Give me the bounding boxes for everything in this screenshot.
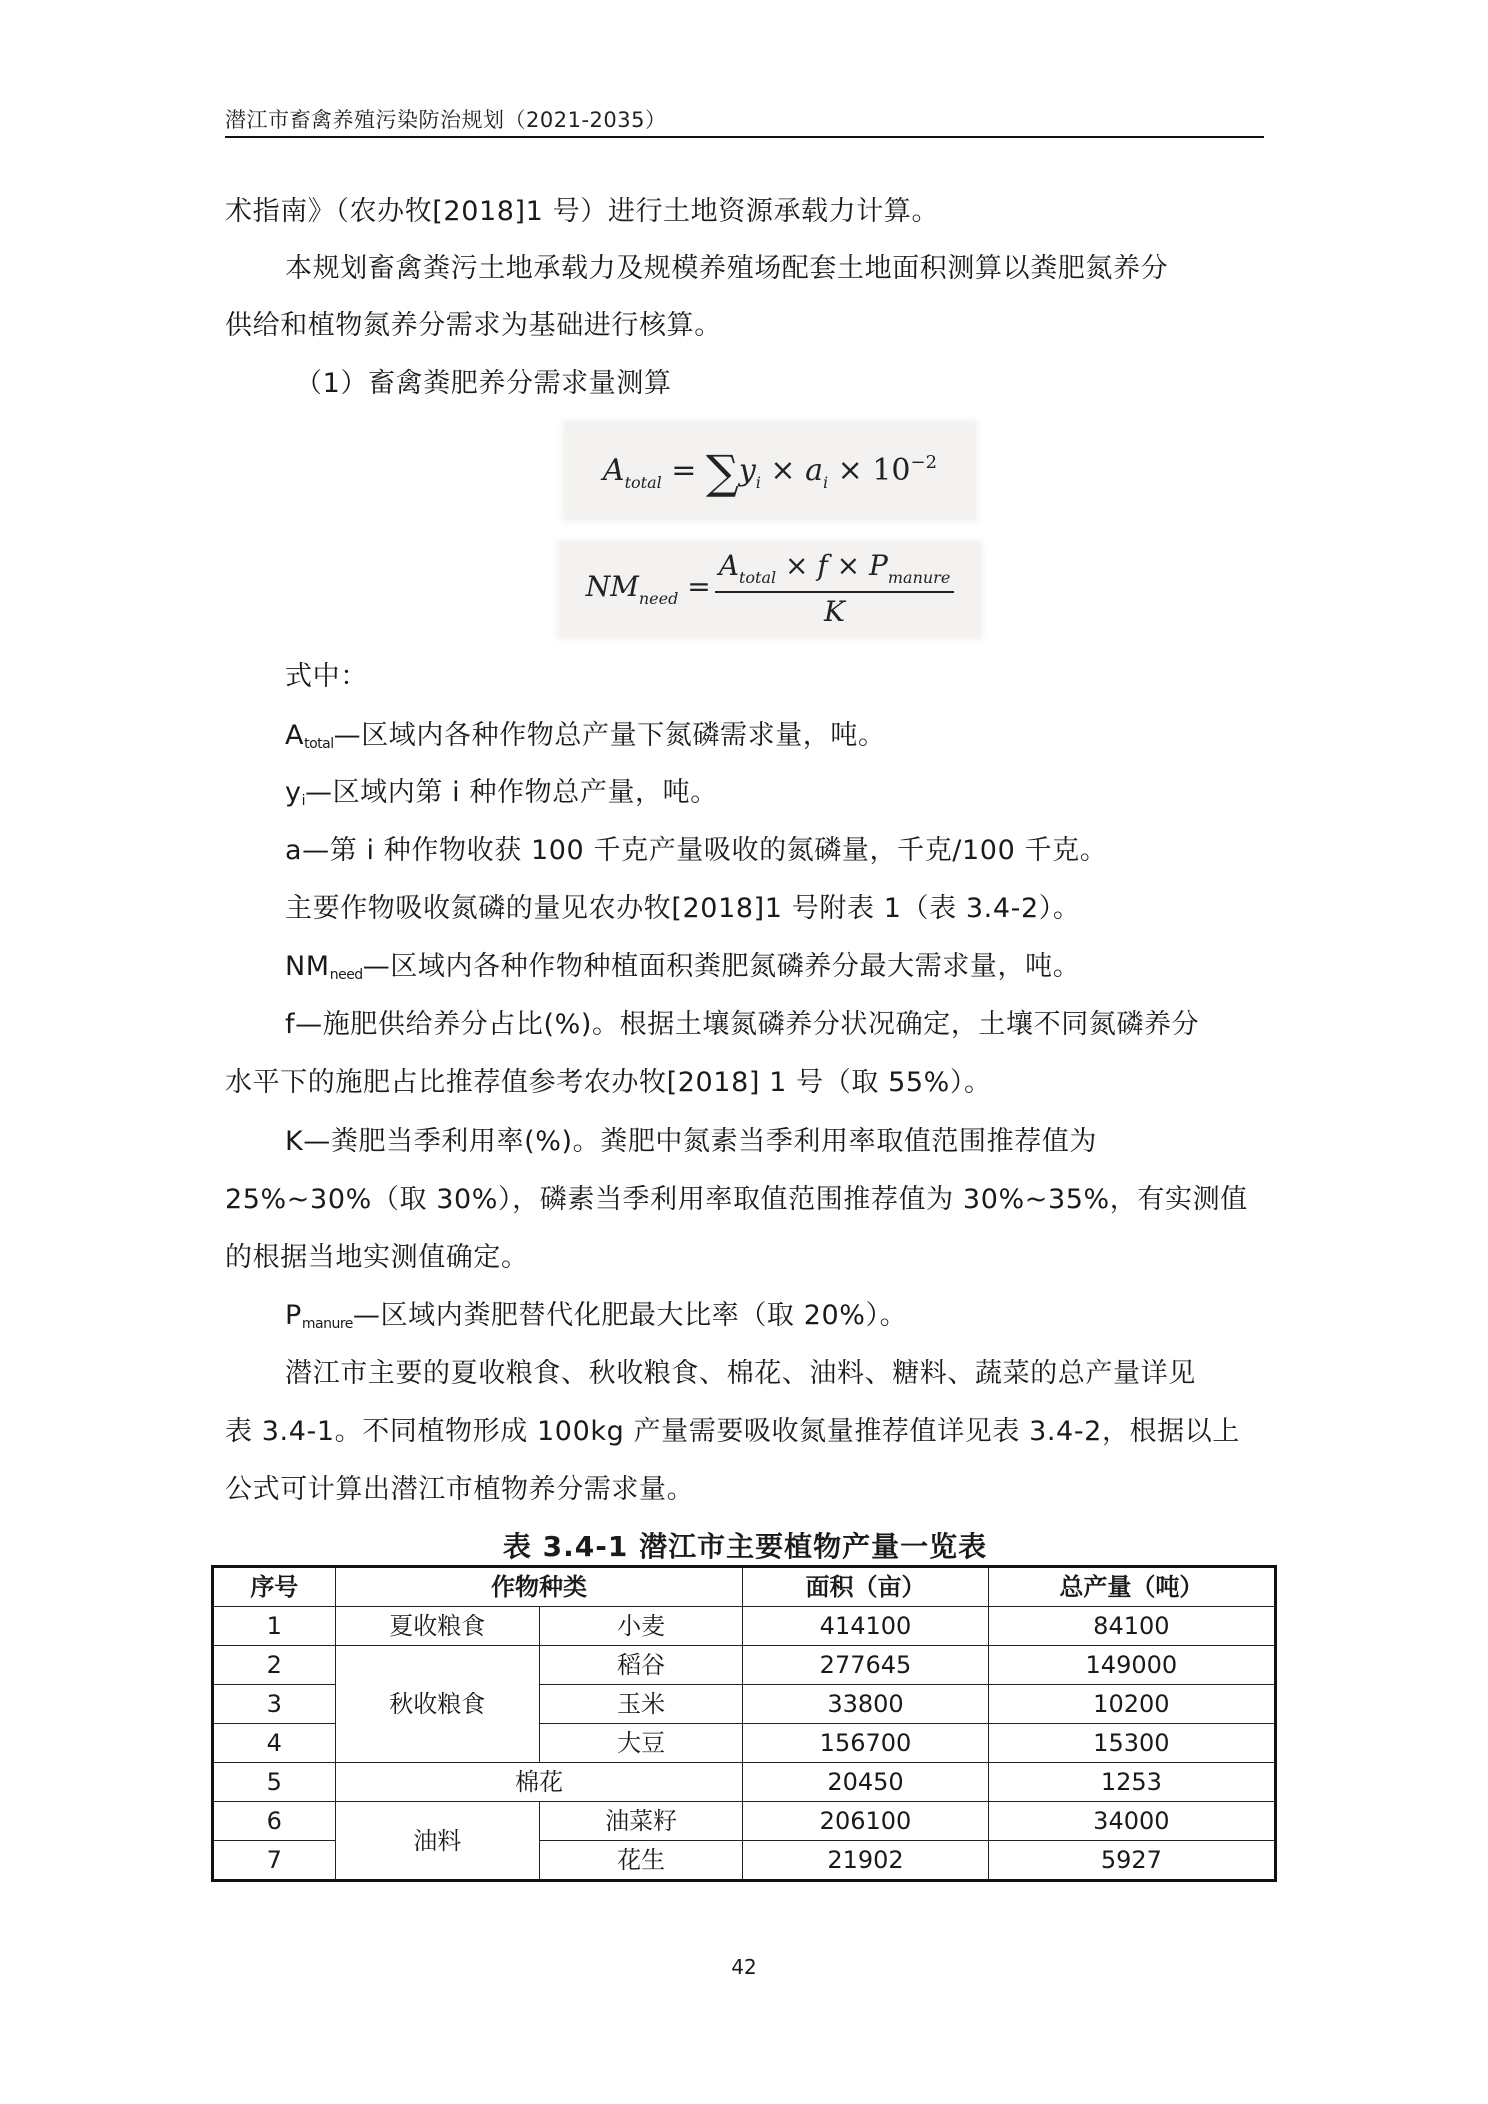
cell-seq: 6 (213, 1802, 336, 1841)
formula-subscript: need (638, 588, 679, 608)
table-row (213, 1802, 1276, 1841)
formula-exponent: −2 (910, 452, 938, 473)
formula-term: A (718, 549, 739, 582)
paragraph-line: 本规划畜禽粪污土地承载力及规模养殖场配套土地面积测算以粪肥氮养分 (285, 253, 1169, 284)
table-caption: 表 3.4-1 潜江市主要植物产量一览表 (502, 1530, 988, 1563)
variable-definition (285, 1297, 1265, 1343)
variable-subscript: manure (301, 1316, 353, 1332)
cell-output: 1253 (988, 1763, 1275, 1802)
variable-symbol: NM (285, 951, 330, 982)
formula-operator: = (678, 569, 711, 603)
header-rule (225, 136, 1264, 138)
variable-description: —区域内各种作物总产量下氮磷需求量，吨。 (333, 720, 886, 751)
crop-production-table (211, 1565, 1277, 1882)
section-heading: （1）畜禽粪肥养分需求量测算 (295, 368, 672, 399)
variable-definition: K—粪肥当季利用率(%)。粪肥中氮素当季利用率取值范围推荐值为 (285, 1126, 1098, 1157)
formula-subscript: manure (887, 568, 951, 587)
formula-subscript: i (755, 473, 761, 492)
cell-group: 秋收粮食 (335, 1646, 539, 1763)
header-crop-type: 作物种类 (335, 1567, 743, 1607)
header-area: 面积（亩） (743, 1567, 988, 1607)
formula-operator: × 10 (828, 453, 911, 488)
cell-group: 油料 (335, 1802, 539, 1881)
cell-output: 10200 (988, 1685, 1275, 1724)
cell-crop: 玉米 (539, 1685, 742, 1724)
header-output: 总产量（吨） (988, 1567, 1275, 1607)
cell-group: 棉花 (335, 1763, 743, 1802)
cell-seq: 1 (213, 1607, 336, 1646)
cell-seq: 7 (213, 1841, 336, 1881)
variable-symbol: P (285, 1300, 302, 1331)
variable-symbol: A (285, 720, 305, 751)
table-row (213, 1763, 1276, 1802)
cell-crop: 大豆 (539, 1724, 742, 1763)
cell-crop: 稻谷 (539, 1646, 742, 1685)
sigma-symbol: ∑ (705, 445, 739, 499)
variable-definition (285, 948, 1265, 994)
cell-group: 夏收粮食 (335, 1607, 539, 1646)
table-row (213, 1607, 1276, 1646)
formula-denominator: K (824, 595, 845, 628)
cell-area: 21902 (743, 1841, 988, 1881)
cell-output: 149000 (988, 1646, 1275, 1685)
variable-definition (285, 717, 1265, 763)
formula-term: × f × P (776, 549, 888, 582)
variable-symbol: y (285, 777, 302, 808)
variable-subscript: total (304, 736, 334, 752)
paragraph-line: 供给和植物氮养分需求为基础进行核算。 (225, 310, 722, 341)
formula-subscript: total (738, 568, 777, 587)
cell-seq: 4 (213, 1724, 336, 1763)
formula-subscript: total (624, 473, 662, 492)
formula-term: A (602, 453, 625, 488)
formula-nm-need (560, 543, 980, 637)
formula-a-total (565, 423, 975, 519)
formula-operator: = (661, 453, 706, 488)
variable-description: —区域内粪肥替代化肥最大比率（取 20%）。 (352, 1300, 908, 1331)
table-row (213, 1646, 1276, 1685)
paragraph-line: 式中： (285, 661, 368, 692)
cell-seq: 5 (213, 1763, 336, 1802)
formula-term: a (805, 453, 823, 488)
cell-output: 15300 (988, 1724, 1275, 1763)
paragraph-line: 25%~30%（取 30%），磷素当季利用率取值范围推荐值为 30%~35%，有实测值 (225, 1184, 1248, 1215)
cell-area: 414100 (743, 1607, 988, 1646)
cell-crop: 花生 (539, 1841, 742, 1881)
paragraph-line: 术指南》（农办牧[2018]1 号）进行土地资源承载力计算。 (225, 196, 940, 227)
cell-area: 206100 (743, 1802, 988, 1841)
running-header: 潜江市畜禽养殖污染防治规划（2021-2035） (225, 108, 667, 132)
variable-definition: a—第 i 种作物收获 100 千克产量吸收的氮磷量，千克/100 千克。 (285, 835, 1108, 866)
cell-crop: 油菜籽 (539, 1802, 742, 1841)
paragraph-line: 主要作物吸收氮磷的量见农办牧[2018]1 号附表 1（表 3.4-2）。 (285, 893, 1081, 924)
variable-subscript: i (301, 793, 305, 809)
table-header-row (213, 1567, 1276, 1607)
page-number: 42 (731, 1955, 757, 1979)
variable-subscript: need (329, 967, 363, 983)
variable-definition (285, 774, 1265, 820)
formula-term: NM (585, 569, 639, 603)
variable-definition: f—施肥供给养分占比(%)。根据土壤氮磷养分状况确定，土壤不同氮磷养分 (285, 1009, 1200, 1040)
formula-operator: × (760, 453, 806, 488)
paragraph-line: 潜江市主要的夏收粮食、秋收粮食、棉花、油料、糖料、蔬菜的总产量详见 (285, 1358, 1196, 1389)
cell-area: 277645 (743, 1646, 988, 1685)
paragraph-line: 公式可计算出潜江市植物养分需求量。 (225, 1474, 695, 1505)
cell-crop: 小麦 (539, 1607, 742, 1646)
cell-output: 5927 (988, 1841, 1275, 1881)
cell-area: 20450 (743, 1763, 988, 1802)
cell-area: 156700 (743, 1724, 988, 1763)
cell-seq: 2 (213, 1646, 336, 1685)
cell-output: 84100 (988, 1607, 1275, 1646)
variable-description: —区域内第 i 种作物总产量，吨。 (304, 777, 718, 808)
header-seq: 序号 (213, 1567, 336, 1607)
cell-area: 33800 (743, 1685, 988, 1724)
variable-description: —区域内各种作物种植面积粪肥氮磷养分最大需求量，吨。 (362, 951, 1081, 982)
cell-output: 34000 (988, 1802, 1275, 1841)
paragraph-line: 表 3.4-1。不同植物形成 100kg 产量需要吸收氮量推荐值详见表 3.4-2，根据以上 (225, 1416, 1240, 1447)
paragraph-line: 水平下的施肥占比推荐值参考农办牧[2018] 1 号（取 55%）。 (225, 1067, 992, 1098)
paragraph-line: 的根据当地实测值确定。 (225, 1242, 529, 1273)
formula-term: y (738, 453, 756, 488)
cell-seq: 3 (213, 1685, 336, 1724)
formula-subscript: i (823, 473, 829, 492)
